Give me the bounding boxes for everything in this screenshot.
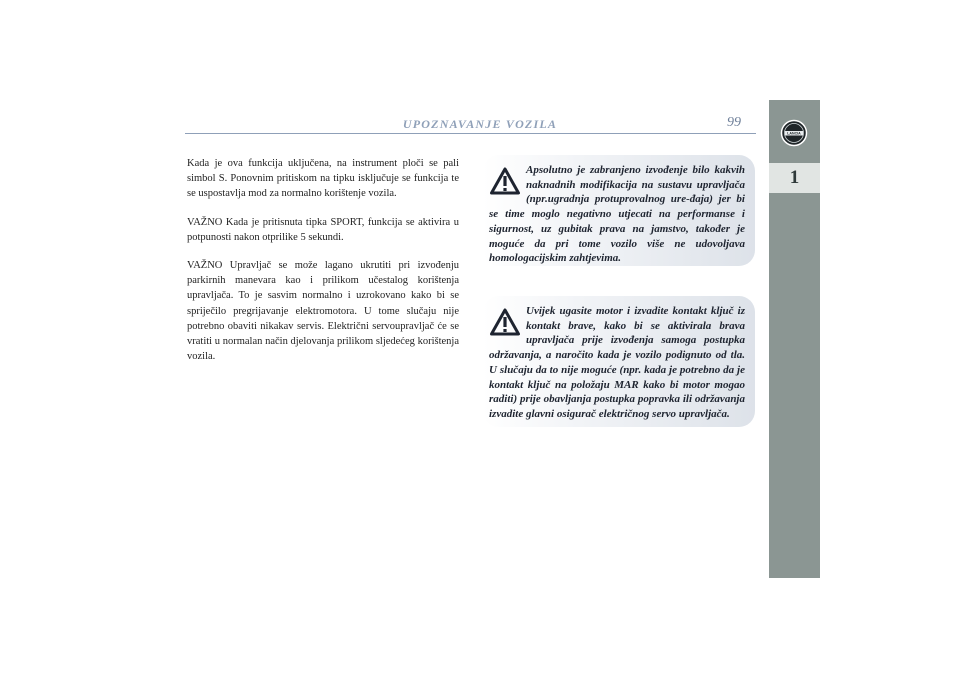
warning-text: Apsolutno je zabranjeno izvođenje bilo kakvih naknadnih modifikacija na sustavu upravljača (npr.ugradnja protuprovalnog ure-đaja) jer bi se time moglo negativno utjecati na performanse i sigurnost, uz gubitak prava na jamstvo, također je moguće da pri tome vozilo više ne udovoljava homologacijskim zahtjevima. (489, 164, 745, 265)
lancia-logo-icon (780, 119, 808, 147)
warning-triangle-icon (490, 308, 520, 336)
paragraph: Kada je ova funkcija uključena, na instrument ploči se pali simbol S. Ponovnim pritiskom na tipku isključuje se funkcija te se uspostavlja mod za normalno korištenje vozila. (187, 158, 459, 200)
page-number: 99 (727, 115, 741, 130)
header-title: UPOZNAVANJE VOZILA (402, 117, 558, 131)
warning-text: Uvijek ugasite motor i izvadite kontakt ključ iz kontakt brave, kako bi se aktivirala brava upravljača prije izvođenja samoga postupka održavanja, a naročito kada je vozilo podignuto od tla. U slučaju da to nije moguće (npr. kada je potrebno da je kontakt ključ na položaju MAR kako bi motor mogao raditi) prije obavljanja postupka popravka ili održavanja izvadite glavni osigurač električnog servo upravljača. (489, 305, 745, 420)
header-rule (185, 133, 756, 134)
left-column (187, 156, 459, 377)
logo-text: LANCIA (787, 131, 801, 136)
warning-box (483, 155, 755, 266)
warning-box (483, 296, 755, 427)
paragraph: VAŽNO Kada je pritisnuta tipka SPORT, funkcija se aktivira u potpunosti nakon otprilike 5 sekundi. (187, 216, 459, 243)
paragraph: VAŽNO Upravljač se može lagano ukrutiti pri izvođenju parkirnih manevara kao i prilikom učestalog korištenja upravljača. To je sasvim normalno i uzrokovano kako bi se spriječilo pregrijavanje elektromotora. U tome slučaju nije potrebno obaviti nikakav servis. Električni servoupravljač će se vratiti u normalan način djelovanja prilikom sljedećeg korištenja vozila. (187, 260, 459, 363)
warning-triangle-icon (490, 167, 520, 195)
chapter-number: 1 (769, 163, 820, 193)
